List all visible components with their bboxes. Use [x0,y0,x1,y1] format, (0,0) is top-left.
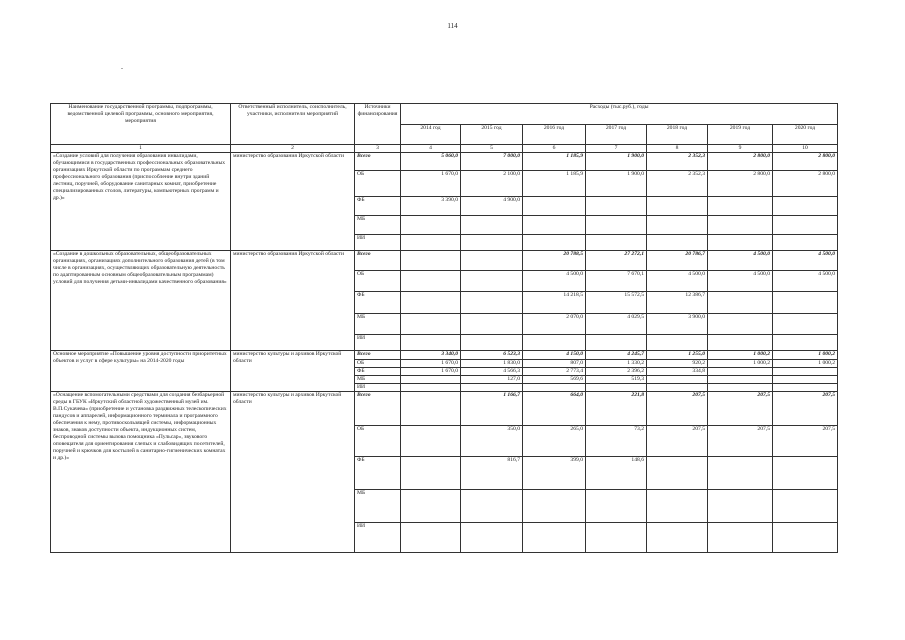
amount-cell [773,235,838,251]
budget-table [50,103,838,553]
measure-name: «Создание условий для получения образования инвалидами, обучающимися в государственных профессиональных образовательных организациях Иркутской области по программам среднего профессионального образования (приспособление внутри зданий лестниц, поручней, оборудование санитарных комнат, приобретение специализированных столов, литературы, компьютерных программ и др.)» [51,153,231,251]
funding-source: ФБ [355,368,401,376]
year-header: 2015 год [461,125,523,145]
amount-cell: 1 000,2 [773,351,838,360]
funding-source: ИИ [355,335,401,351]
measure-name: Основное мероприятие «Повышение уровня доступности приоритетных объектов и услуг в сфере культуры» на 2014-2020 годы [51,351,231,392]
amount-cell: 2 100,0 [461,171,523,197]
table-row [51,351,838,360]
executor: министерство образования Иркутской области [231,153,355,251]
amount-cell [708,376,773,384]
amount-cell [523,216,586,235]
amount-cell [461,251,523,271]
stray-mark: - [121,66,123,72]
column-numbers-row [51,145,838,153]
column-number: 6 [523,145,586,153]
amount-cell: 27 272,1 [586,251,647,271]
amount-cell [773,490,838,523]
amount-cell [647,523,708,553]
amount-cell [586,197,647,216]
amount-cell: 221,8 [586,392,647,426]
amount-cell: 20 786,7 [647,251,708,271]
amount-cell: 4 500,0 [773,271,838,292]
funding-source: ИИ [355,384,401,392]
amount-cell [401,426,461,457]
funding-source: МБ [355,490,401,523]
executor: министерство культуры и архивов Иркутской области [231,351,355,392]
funding-source: ФБ [355,292,401,314]
amount-cell [401,251,461,271]
amount-cell [523,335,586,351]
amount-cell [586,384,647,392]
amount-cell: 4 245,7 [586,351,647,360]
year-header: 2018 год [647,125,708,145]
amount-cell [708,235,773,251]
year-header: 2019 год [708,125,773,145]
amount-cell [647,216,708,235]
amount-cell [461,235,523,251]
column-number: 5 [461,145,523,153]
amount-cell [461,314,523,335]
amount-cell: 4 500,0 [647,271,708,292]
amount-cell: 265,0 [523,426,586,457]
funding-source: ИИ [355,523,401,553]
executor: министерство культуры и архивов Иркутской области [231,392,355,553]
amount-cell: 127,0 [461,376,523,384]
amount-cell [647,235,708,251]
table-row [51,392,838,426]
column-number: 9 [708,145,773,153]
header-expenses: Расходы (тыс.руб.), годы [401,104,838,125]
amount-cell: 1 670,0 [401,171,461,197]
amount-cell: 334,8 [647,368,708,376]
funding-source: ОБ [355,426,401,457]
amount-cell [773,292,838,314]
column-number: 1 [51,145,231,153]
amount-cell: 4 150,0 [523,351,586,360]
amount-cell: 920,2 [647,360,708,368]
amount-cell [401,216,461,235]
amount-cell: 1 830,0 [461,360,523,368]
amount-cell [523,235,586,251]
amount-cell [708,216,773,235]
amount-cell [773,523,838,553]
amount-cell: 2 352,3 [647,153,708,171]
table-body [51,153,838,553]
amount-cell [708,490,773,523]
amount-cell: 1 330,2 [586,360,647,368]
amount-cell: 4 900,0 [461,197,523,216]
amount-cell [586,523,647,553]
amount-cell: 207,5 [647,392,708,426]
amount-cell: 569,6 [523,376,586,384]
amount-cell: 4 500,0 [773,251,838,271]
measure-name: «Оснащение вспомогательными средствами для создания безбарьерной среды в ГБУК «Иркутский областной художественный музей им. В.П.Сукачева» (приобретение и установка раздвижных телескопических пандусов и аппарелей, информационного терминала и программного обеспечения к нему, противоскользящей системы, информационных знаков, знаков доступности объекта, индукционных систем, беспроводной системы вызова помощника «Пульсар», звукового оповещателя для ориентирования слепых и слабовидящих посетителей, поручней и крючков для костылей в санитарно-гигиенических комнатах и др.)» [51,392,231,553]
amount-cell: 207,5 [647,426,708,457]
amount-cell [647,384,708,392]
amount-cell: 807,0 [523,360,586,368]
amount-cell: 14 218,5 [523,292,586,314]
amount-cell: 207,5 [773,426,838,457]
header-name: Наименование государственной программы, подпрограммы, ведомственной целевой программы, основного мероприятия, мероприятия [51,104,231,145]
column-number: 3 [355,145,401,153]
amount-cell [773,216,838,235]
amount-cell [708,384,773,392]
funding-source: ИИ [355,235,401,251]
amount-cell [773,368,838,376]
amount-cell [401,392,461,426]
amount-cell [461,216,523,235]
amount-cell: 2 800,0 [773,153,838,171]
funding-source: Всего [355,153,401,171]
amount-cell [586,335,647,351]
amount-cell: 1 000,2 [708,360,773,368]
amount-cell: 207,5 [773,392,838,426]
amount-cell: 399,0 [523,457,586,490]
funding-source: ОБ [355,271,401,292]
amount-cell [586,235,647,251]
amount-cell: 4 500,0 [523,271,586,292]
amount-cell: 1 670,0 [401,360,461,368]
column-number: 4 [401,145,461,153]
amount-cell [708,335,773,351]
amount-cell: 3 340,0 [401,351,461,360]
amount-cell [523,490,586,523]
amount-cell [523,523,586,553]
amount-cell [401,376,461,384]
amount-cell: 1 255,0 [647,351,708,360]
amount-cell [461,490,523,523]
page-number: 114 [447,22,458,30]
amount-cell: 1 900,0 [586,171,647,197]
amount-cell: 1 670,0 [401,368,461,376]
amount-cell: 207,5 [708,392,773,426]
amount-cell: 1 185,9 [523,171,586,197]
amount-cell [647,490,708,523]
funding-source: Всего [355,392,401,426]
amount-cell [708,197,773,216]
amount-cell: 816,7 [461,457,523,490]
amount-cell: 1 900,0 [586,153,647,171]
amount-cell: 148,6 [586,457,647,490]
column-number: 7 [586,145,647,153]
amount-cell [773,376,838,384]
funding-source: МБ [355,216,401,235]
amount-cell [708,292,773,314]
amount-cell [773,314,838,335]
amount-cell [401,523,461,553]
amount-cell [461,384,523,392]
amount-cell: 4 029,5 [586,314,647,335]
year-header: 2014 год [401,125,461,145]
header-funding-source: Источники финансирования [355,104,401,145]
amount-cell [461,271,523,292]
amount-cell: 1 000,2 [708,351,773,360]
amount-cell: 2 352,3 [647,171,708,197]
amount-cell [773,457,838,490]
amount-cell [461,523,523,553]
amount-cell: 7 670,1 [586,271,647,292]
column-number: 10 [773,145,838,153]
header-executor: Ответственный исполнитель, соисполнитель, участники, исполнители мероприятий [231,104,355,145]
amount-cell: 2 070,0 [523,314,586,335]
funding-source: ОБ [355,171,401,197]
amount-cell [401,457,461,490]
year-header: 2016 год [523,125,586,145]
amount-cell [401,314,461,335]
funding-source: Всего [355,351,401,360]
amount-cell [586,490,647,523]
amount-cell [647,197,708,216]
amount-cell [708,368,773,376]
funding-source: ФБ [355,457,401,490]
amount-cell: 7 000,0 [461,153,523,171]
amount-cell [401,235,461,251]
amount-cell: 3 900,0 [647,314,708,335]
funding-source: МБ [355,376,401,384]
amount-cell [401,335,461,351]
funding-source: ОБ [355,360,401,368]
amount-cell [647,376,708,384]
measure-name: «Создание в дошкольных образовательных, общеобразовательных организациях, организациях дополнительного образования детей (в том числе в организациях, осуществляющих образовательную деятельность по адаптированным основным общеобразовательным программам) условий для получения детьми-инвалидами качественного образования» [51,251,231,351]
amount-cell: 2 396,2 [586,368,647,376]
column-number: 8 [647,145,708,153]
amount-cell: 1 185,9 [523,153,586,171]
amount-cell [523,384,586,392]
amount-cell: 6 523,3 [461,351,523,360]
amount-cell: 1 000,2 [773,360,838,368]
amount-cell [401,292,461,314]
amount-cell: 664,0 [523,392,586,426]
amount-cell [708,457,773,490]
amount-cell: 1 166,7 [461,392,523,426]
amount-cell [773,384,838,392]
amount-cell: 2 800,0 [708,171,773,197]
amount-cell [586,216,647,235]
table-row [51,251,838,271]
amount-cell: 4 566,3 [461,368,523,376]
amount-cell: 2 800,0 [773,171,838,197]
amount-cell [461,292,523,314]
amount-cell [401,384,461,392]
table-row [51,153,838,171]
year-header: 2020 год [773,125,838,145]
amount-cell: 207,5 [708,426,773,457]
amount-cell: 2 773,4 [523,368,586,376]
amount-cell: 15 572,5 [586,292,647,314]
amount-cell [647,457,708,490]
executor: министерство образования Иркутской области [231,251,355,351]
amount-cell: 4 500,0 [708,251,773,271]
amount-cell: 12 386,7 [647,292,708,314]
funding-source: Всего [355,251,401,271]
amount-cell [401,271,461,292]
funding-source: ФБ [355,197,401,216]
year-header: 2017 год [586,125,647,145]
amount-cell: 73,2 [586,426,647,457]
amount-cell [401,490,461,523]
amount-cell: 20 788,5 [523,251,586,271]
amount-cell [708,314,773,335]
amount-cell: 519,3 [586,376,647,384]
amount-cell [461,335,523,351]
amount-cell [773,335,838,351]
amount-cell: 2 800,0 [708,153,773,171]
amount-cell [773,197,838,216]
amount-cell: 3 390,0 [401,197,461,216]
amount-cell: 5 060,0 [401,153,461,171]
amount-cell [647,335,708,351]
amount-cell: 4 500,0 [708,271,773,292]
amount-cell [708,523,773,553]
amount-cell: 350,0 [461,426,523,457]
column-number: 2 [231,145,355,153]
funding-source: МБ [355,314,401,335]
amount-cell [523,197,586,216]
